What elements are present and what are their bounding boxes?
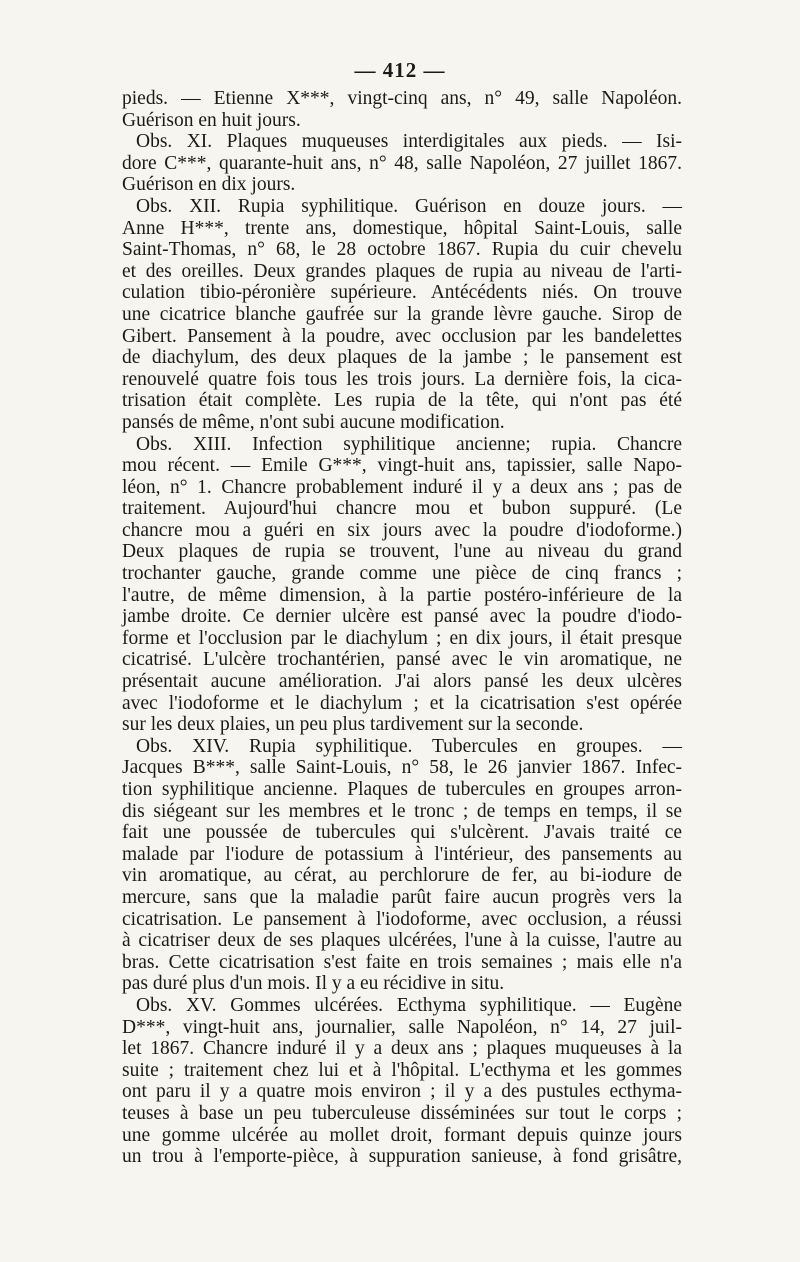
text-line: Guérison en dix jours.	[122, 174, 296, 196]
text-line: suite ; traitement chez lui et à l'hôpital. L'ecthyma et les gommes	[122, 1059, 682, 1081]
text-line: à cicatriser deux de ses plaques ulcérées, l'une à la cuisse, l'autre au	[122, 930, 682, 952]
text-line: Obs. XII. Rupia syphilitique. Guérison en douze jours. —	[136, 195, 682, 217]
text-line: mercure, sans que la maladie parût faire aucun progrès vers la	[122, 886, 682, 908]
text-line: renouvelé quatre fois tous les trois jours. La dernière fois, la cica-	[122, 368, 682, 390]
text-line: Guérison en huit jours.	[122, 109, 301, 131]
text-line: bras. Cette cicatrisation s'est faite en trois semaines ; mais elle n'a	[122, 951, 682, 973]
text-line: Gibert. Pansement à la poudre, avec occlusion par les bandelettes	[122, 325, 682, 347]
text-line: pieds. — Etienne X***, vingt-cinq ans, n° 49, salle Napoléon.	[122, 88, 682, 109]
text-line: ont paru il y a quatre mois environ ; il y a des pustules ecthyma-	[122, 1081, 682, 1103]
text-line: trochanter gauche, grande comme une pièce de cinq francs ;	[122, 563, 682, 585]
text-line: pansés de même, n'ont subi aucune modification.	[122, 411, 505, 433]
text-line: fait une poussée de tubercules qui s'ulcèrent. J'avais traité ce	[122, 822, 682, 844]
text-line: léon, n° 1. Chancre probablement induré il y a deux ans ; pas de	[122, 476, 682, 498]
text-line: un trou à l'emporte-pièce, à suppuration sanieuse, à fond grisâtre,	[122, 1146, 682, 1168]
text-line: Anne H***, trente ans, domestique, hôpital Saint-Louis, salle	[122, 217, 682, 239]
text-line: l'autre, de même dimension, à la partie postéro-inférieure de la	[122, 584, 682, 606]
text-line: et des oreilles. Deux grandes plaques de rupia au niveau de l'arti-	[122, 260, 682, 282]
text-line: une cicatrice blanche gaufrée sur la grande lèvre gauche. Sirop de	[122, 303, 682, 325]
text-line: dis siégeant sur les membres et le tronc ; de temps en temps, il se	[122, 800, 682, 822]
text-line: Obs. XIV. Rupia syphilitique. Tubercules en groupes. —	[136, 735, 682, 757]
text-line: cicatrisation. Le pansement à l'iodoforme, avec occlusion, a réussi	[122, 908, 682, 930]
text-line: Saint-Thomas, n° 68, le 28 octobre 1867. Rupia du cuir chevelu	[122, 239, 682, 261]
text-line: présentait aucune amélioration. J'ai alors pansé les deux ulcères	[122, 671, 682, 693]
text-line: let 1867. Chancre induré il y a deux ans ; plaques muqueuses à la	[122, 1038, 682, 1060]
text-line: mou récent. — Emile G***, vingt-huit ans, tapissier, salle Napo-	[122, 455, 682, 477]
text-line: D***, vingt-huit ans, journalier, salle Napoléon, n° 14, 27 juil-	[122, 1016, 682, 1038]
text-line: teuses à base un peu tuberculeuse disséminées sur tout le corps ;	[122, 1102, 682, 1124]
text-line: forme et l'occlusion par le diachylum ; en dix jours, il était presque	[122, 627, 682, 649]
text-line: une gomme ulcérée au mollet droit, formant depuis quinze jours	[122, 1124, 682, 1146]
text-line: sur les deux plaies, un peu plus tardivement sur la seconde.	[122, 714, 584, 736]
text-line: dore C***, quarante-huit ans, n° 48, salle Napoléon, 27 juillet 1867.	[122, 152, 682, 174]
page-number: — 412 —	[354, 58, 446, 82]
text-line: Obs. XI. Plaques muqueuses interdigitales aux pieds. — Isi-	[136, 131, 682, 153]
body-text	[122, 88, 682, 1168]
text-line: malade par l'iodure de potassium à l'intérieur, des pansements au	[122, 843, 682, 865]
text-line: avec l'iodoforme et le diachylum ; et la cicatrisation s'est opérée	[122, 692, 682, 714]
text-line: Deux plaques de rupia se trouvent, l'une au niveau du grand	[122, 541, 682, 563]
text-line: culation tibio-péronière supérieure. Antécédents niés. On trouve	[122, 282, 682, 304]
text-line: jambe droite. Ce dernier ulcère est pansé avec la poudre d'iodo-	[122, 606, 682, 628]
text-line: vin aromatique, au cérat, au perchlorure de fer, au bi-iodure de	[122, 865, 682, 887]
text-line: traitement. Aujourd'hui chancre mou et bubon suppuré. (Le	[122, 498, 682, 520]
text-line: de diachylum, des deux plaques de la jambe ; le pansement est	[122, 347, 682, 369]
text-line: pas duré plus d'un mois. Il y a eu récidive in situ.	[122, 973, 505, 995]
text-line: trisation était complète. Les rupia de la tête, qui n'ont pas été	[122, 390, 682, 412]
text-line: tion syphilitique ancienne. Plaques de tubercules en groupes arron-	[122, 779, 682, 800]
text-line: Jacques B***, salle Saint-Louis, n° 58, le 26 janvier 1867. Infec-	[122, 757, 682, 779]
text-line: Obs. XV. Gommes ulcérées. Ecthyma syphilitique. — Eugène	[136, 994, 682, 1016]
text-line: Obs. XIII. Infection syphilitique ancienne; rupia. Chancre	[136, 433, 682, 455]
text-line: chancre mou a guéri en six jours avec la poudre d'iodoforme.)	[122, 519, 682, 541]
text-line: cicatrisé. L'ulcère trochantérien, pansé avec le vin aromatique, ne	[122, 649, 682, 671]
